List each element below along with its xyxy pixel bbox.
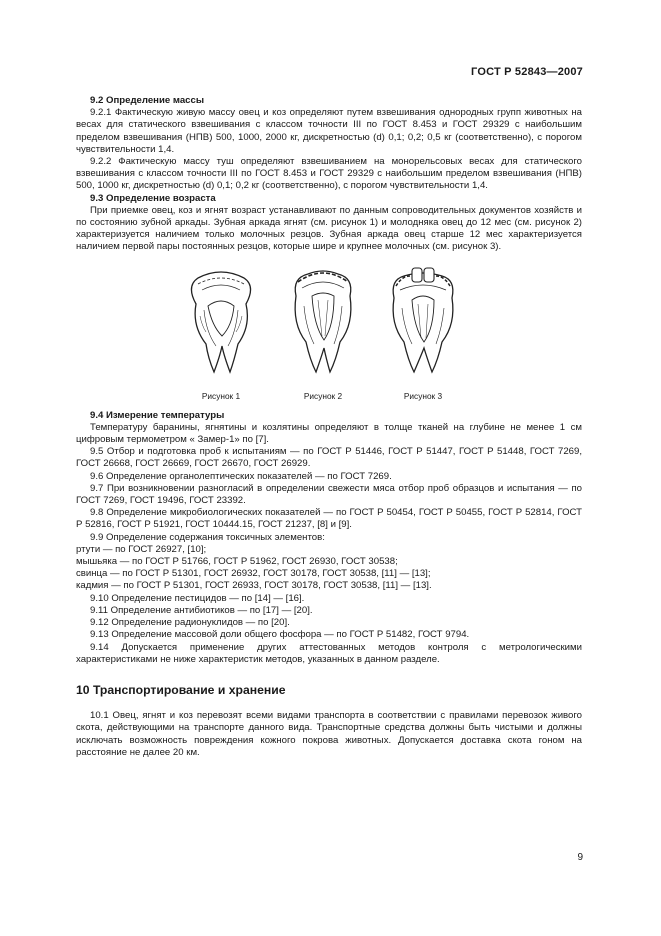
list-item: 9.12 Определение радионуклидов — по [20]. bbox=[90, 617, 290, 629]
paragraph-9-2-1: 9.2.1 Фактическую живую массу овец и коз определяют путем взвешивания однородных групп животных на весах для статического взвешивания с классом точности III по ГОСТ 8.453 и ГОСТ 29329 с наибольшим пределом взвешивания (НПВ) 500, 1000, 2000 кг, дискретностью (d) 0,1; 0,2; 0,5 кг (соответственно), с порогом чувствительности 1,4. bbox=[76, 107, 582, 155]
toxic-element-item: мышьяка — по ГОСТ Р 51766, ГОСТ Р 51962, ГОСТ 26930, ГОСТ 30538; bbox=[76, 556, 398, 568]
toxic-element-item: ртути — по ГОСТ 26927, [10]; bbox=[76, 543, 207, 555]
paragraph-9-4: Температуру баранины, ягнятины и козлятины определяют в толще тканей на глубине не менее 1 см цифровым термометром « Замер-1» по [7]. bbox=[76, 421, 582, 446]
document-header: ГОСТ Р 52843—2007 bbox=[471, 66, 583, 78]
figure-2-drawing bbox=[278, 266, 368, 376]
toxic-element-item: свинца — по ГОСТ Р 51301, ГОСТ 26932, ГОСТ 30178, ГОСТ 30538, [11] — [13]; bbox=[76, 568, 431, 580]
section-9-4-title: 9.4 Измерение температуры bbox=[90, 409, 225, 421]
main-content bbox=[76, 95, 582, 759]
list-item: 9.10 Определение пестицидов — по [14] — [16]. bbox=[90, 592, 305, 604]
jaw-illustration-2 bbox=[278, 266, 368, 376]
jaw-illustration-1 bbox=[176, 266, 266, 376]
page-number: 9 bbox=[577, 852, 583, 863]
list-item: 9.14 Допускается применение других аттестованных методов контроля с метрологическими характеристиками не ниже характеристик методов, указанных в данном разделе. bbox=[76, 641, 582, 665]
paragraph-9-3: При приемке овец, коз и ягнят возраст устанавливают по данным сопроводительных документов хозяйств и по состоянию зубной аркады. Зубная аркада ягнят (см. рисунок 1) и молодняка овец до 12 мес (см. рисунок 2) характеризуется наличием только молочных резцов. Зубная аркада овец старше 12 мес характеризуется наличием первой пары постоянных резцов, которые шире и крупнее молочных (см. рисунок 3). bbox=[76, 204, 582, 253]
jaw-illustration-3 bbox=[378, 266, 468, 376]
list-item: 9.9 Определение содержания токсичных элементов: bbox=[90, 531, 325, 543]
section-10-title: 10 Транспортирование и хранение bbox=[76, 682, 286, 697]
figure-3-drawing bbox=[378, 266, 468, 376]
list-item: 9.6 Определение органолептических показателей — по ГОСТ 7269. bbox=[90, 470, 392, 482]
section-9-2-title: 9.2 Определение массы bbox=[90, 95, 205, 106]
list-item: 9.11 Определение антибиотиков — по [17] — [20]. bbox=[90, 604, 313, 616]
paragraph-10-1: 10.1 Овец, ягнят и коз перевозят всеми видами транспорта в соответствии с правилами перевозок живого скота, действующими на транспорте данного вида. Транспортные средства должны быть чистыми и должны исключать возможность повреждения кожного покрова животных. Допускается доставка скота гоном на расстояние не далее 20 км. bbox=[76, 710, 582, 758]
figure-1-drawing bbox=[176, 266, 266, 376]
list-item: 9.5 Отбор и подготовка проб к испытаниям — по ГОСТ Р 51446, ГОСТ Р 51447, ГОСТ Р 51448, ГОСТ 7269, ГОСТ 26668, ГОСТ 26669, ГОСТ 26670, ГОСТ 26929. bbox=[76, 446, 582, 470]
list-item: 9.8 Определение микробиологических показателей — по ГОСТ Р 50454, ГОСТ Р 50455, ГОСТ Р 52814, ГОСТ Р 52816, ГОСТ Р 51921, ГОСТ 10444.15, ГОСТ 21237, [8] и [9]. bbox=[76, 507, 582, 531]
paragraph-9-2-2: 9.2.2 Фактическую массу туш определяют взвешиванием на монорельсовых весах для статического взвешивания с классом точности III по ГОСТ 8.453 и ГОСТ 29329 с наибольшим пределом взвешивания (НПВ) 500, 1000 кг, дискретностью (d) 0,1; 0,2 кг (соответственно), с порогом чувствительности 1,4. bbox=[76, 156, 582, 192]
list-item: 9.7 При возникновении разногласий в определении свежести мяса отбор проб образцов и испытания — по ГОСТ 7269, ГОСТ 19496, ГОСТ 23392. bbox=[76, 482, 582, 507]
figure-1-caption: Рисунок 1 bbox=[201, 390, 241, 401]
list-item: 9.13 Определение массовой доли общего фосфора — по ГОСТ Р 51482, ГОСТ 9794. bbox=[90, 629, 470, 641]
figure-2-caption: Рисунок 2 bbox=[303, 390, 343, 401]
figure-3-caption: Рисунок 3 bbox=[403, 390, 443, 401]
figure-row bbox=[76, 266, 582, 406]
toxic-element-item: кадмия — по ГОСТ Р 51301, ГОСТ 26933, ГОСТ 30178, ГОСТ 30538, [11] — [13]. bbox=[76, 580, 432, 592]
section-9-3-title: 9.3 Определение возраста bbox=[90, 192, 216, 204]
